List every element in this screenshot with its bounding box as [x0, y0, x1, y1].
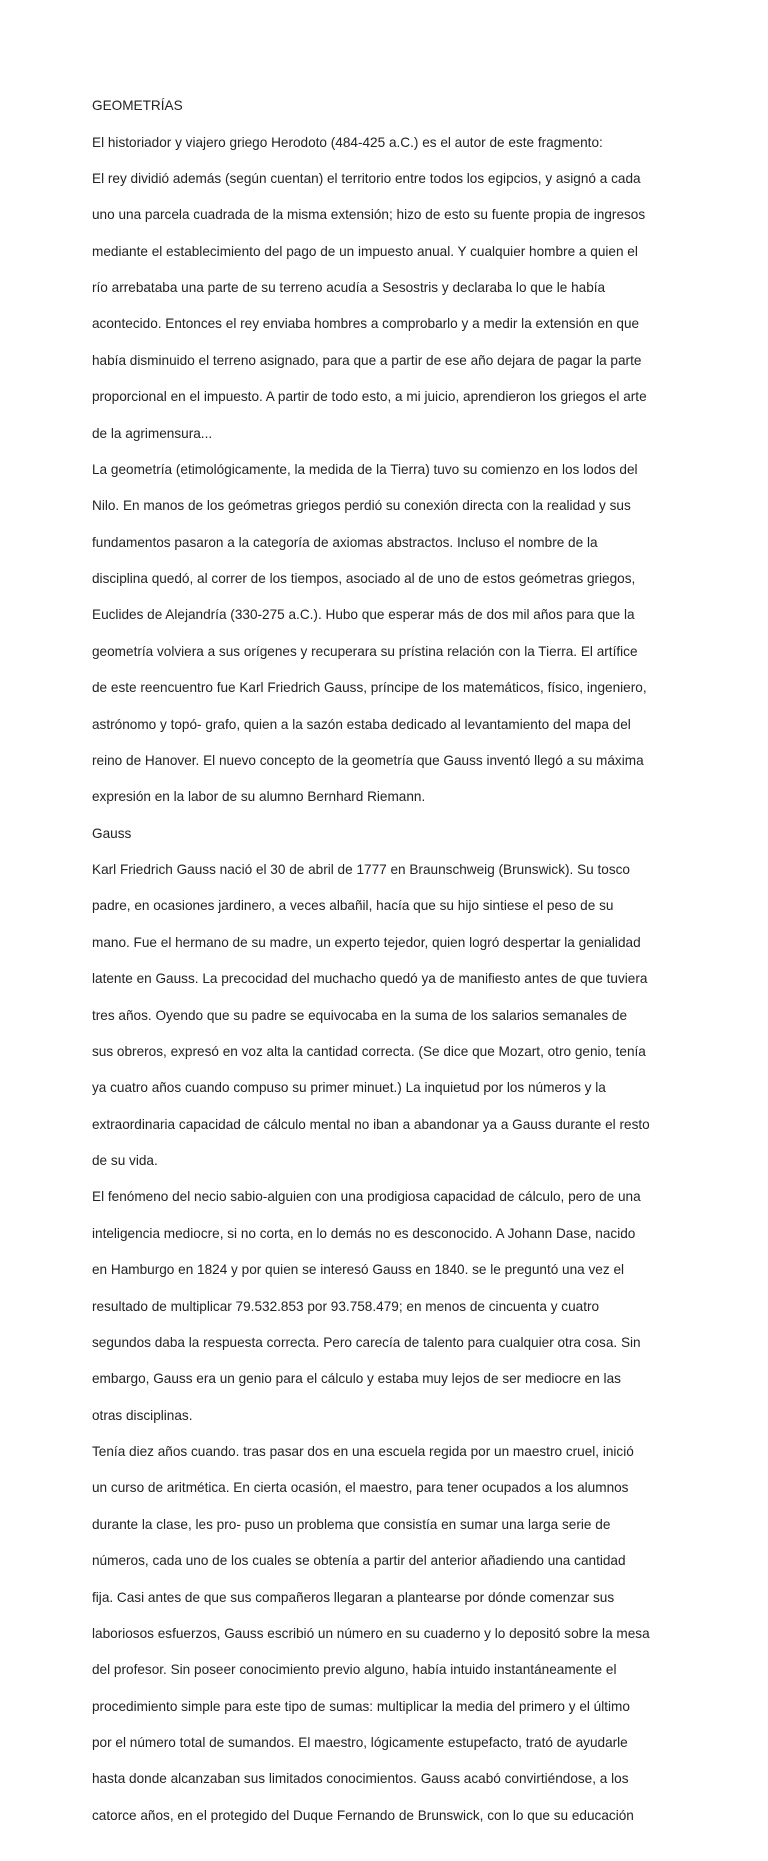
document-title: GEOMETRÍAS — [92, 98, 183, 114]
text-line: por el número total de sumandos. El maestro, lógicamente estupefacto, trató de ayudarle — [92, 1735, 628, 1751]
text-line: acontecido. Entonces el rey enviaba hombres a comprobarlo y a medir la extensión en que — [92, 316, 640, 332]
text-line: Nilo. En manos de los geómetras griegos perdió su conexión directa con la realidad y sus — [92, 498, 631, 514]
text-line: El historiador y viajero griego Herodoto (484-425 a.C.) es el autor de este fragmento: — [92, 134, 603, 150]
text-line: mediante el establecimiento del pago de un impuesto anual. Y cualquier hombre a quien el — [92, 243, 638, 259]
text-line: un curso de aritmética. En cierta ocasión, el maestro, para tener ocupados a los alumnos — [92, 1480, 629, 1496]
text-line: Karl Friedrich Gauss nació el 30 de abril de 1777 en Braunschweig (Brunswick). Su tosco — [92, 862, 630, 878]
text-line: resultado de multiplicar 79.532.853 por 93.758.479; en menos de cincuenta y cuatro — [92, 1298, 600, 1314]
text-line: padre, en ocasiones jardinero, a veces albañil, hacía que su hijo sintiese el peso de su — [92, 898, 614, 914]
text-line: otras disciplinas. — [92, 1407, 193, 1423]
text-line: de su vida. — [92, 1153, 158, 1169]
text-line: fija. Casi antes de que sus compañeros llegaran a plantearse por dónde comenzar sus — [92, 1589, 615, 1605]
text-line: El rey dividió además (según cuentan) el territorio entre todos los egipcios, y asignó a cada — [92, 170, 641, 186]
text-line: disciplina quedó, al correr de los tiempos, asociado al de uno de estos geómetras griegos, — [92, 571, 636, 587]
text-line: en Hamburgo en 1824 y por quien se interesó Gauss en 1840. se le preguntó una vez el — [92, 1262, 625, 1278]
text-line: inteligencia mediocre, si no corta, en lo demás no es desconocido. A Johann Dase, nacido — [92, 1225, 636, 1241]
text-line: ya cuatro años cuando compuso su primer minuet.) La inquietud por los números y la — [92, 1080, 606, 1096]
text-line: latente en Gauss. La precocidad del muchacho quedó ya de manifiesto antes de que tuviera — [92, 971, 648, 987]
text-line: expresión en la labor de su alumno Bernhard Riemann. — [92, 789, 426, 805]
text-line: de este reencuentro fue Karl Friedrich Gauss, príncipe de los matemáticos, físico, ingeniero, — [92, 680, 647, 696]
text-line: mano. Fue el hermano de su madre, un experto tejedor, quien logró despertar la genialidad — [92, 934, 641, 950]
text-line: astrónomo y topó- grafo, quien a la sazón estaba dedicado al levantamiento del mapa del — [92, 716, 631, 732]
text-line: había disminuido el terreno asignado, para que a partir de ese año dejara de pagar la parte — [92, 352, 642, 368]
text-line: segundos daba la respuesta correcta. Pero carecía de talento para cualquier otra cosa. Sin — [92, 1334, 641, 1350]
text-line: Euclides de Alejandría (330-275 a.C.). Hubo que esperar más de dos mil años para que la — [92, 607, 635, 623]
text-line: catorce años, en el protegido del Duque Fernando de Brunswick, con lo que su educación — [92, 1807, 634, 1823]
text-line: río arrebataba una parte de su terreno acudía a Sesostris y declaraba lo que le había — [92, 280, 606, 296]
document-text — [92, 79, 672, 1861]
text-line: embargo, Gauss era un genio para el cálculo y estaba muy lejos de ser mediocre en las — [92, 1371, 621, 1387]
section-heading: Gauss — [92, 825, 132, 841]
text-line: geometría volviera a sus orígenes y recuperara su prístina relación con la Tierra. El artífice — [92, 643, 638, 659]
text-line: reino de Hanover. El nuevo concepto de la geometría que Gauss inventó llegó a su máxima — [92, 752, 644, 768]
text-line: hasta donde alcanzaban sus limitados conocimientos. Gauss acabó convirtiéndose, a los — [92, 1771, 629, 1787]
text-line: La geometría (etimológicamente, la medida de la Tierra) tuvo su comienzo en los lodos del — [92, 461, 638, 477]
text-line: El fenómeno del necio sabio-alguien con una prodigiosa capacidad de cálculo, pero de una — [92, 1189, 641, 1205]
text-line: del profesor. Sin poseer conocimiento previo alguno, había intuido instantáneamente el — [92, 1662, 617, 1678]
text-line: tres años. Oyendo que su padre se equivocaba en la suma de los salarios semanales de — [92, 1007, 628, 1023]
text-line: números, cada uno de los cuales se obtenía a partir del anterior añadiendo una cantidad — [92, 1553, 626, 1569]
text-line: procedimiento simple para este tipo de sumas: multiplicar la media del primero y el último — [92, 1698, 630, 1714]
text-line: proporcional en el impuesto. A partir de todo esto, a mi juicio, aprendieron los griegos el arte — [92, 389, 647, 405]
text-line: laboriosos esfuerzos, Gauss escribió un número en su cuaderno y lo depositó sobre la mesa — [92, 1625, 650, 1641]
text-line: fundamentos pasaron a la categoría de axiomas abstractos. Incluso el nombre de la — [92, 534, 598, 550]
text-line: uno una parcela cuadrada de la misma extensión; hizo de esto su fuente propia de ingresos — [92, 207, 646, 223]
text-line: sus obreros, expresó en voz alta la cantidad correcta. (Se dice que Mozart, otro genio, tenía — [92, 1043, 646, 1059]
text-line: de la agrimensura... — [92, 425, 213, 441]
text-line: durante la clase, les pro- puso un problema que consistía en sumar una larga serie de — [92, 1516, 611, 1532]
text-line: extraordinaria capacidad de cálculo mental no iban a abandonar ya a Gauss durante el resto — [92, 1116, 650, 1132]
text-line: Tenía diez años cuando. tras pasar dos en una escuela regida por un maestro cruel, inició — [92, 1444, 634, 1460]
